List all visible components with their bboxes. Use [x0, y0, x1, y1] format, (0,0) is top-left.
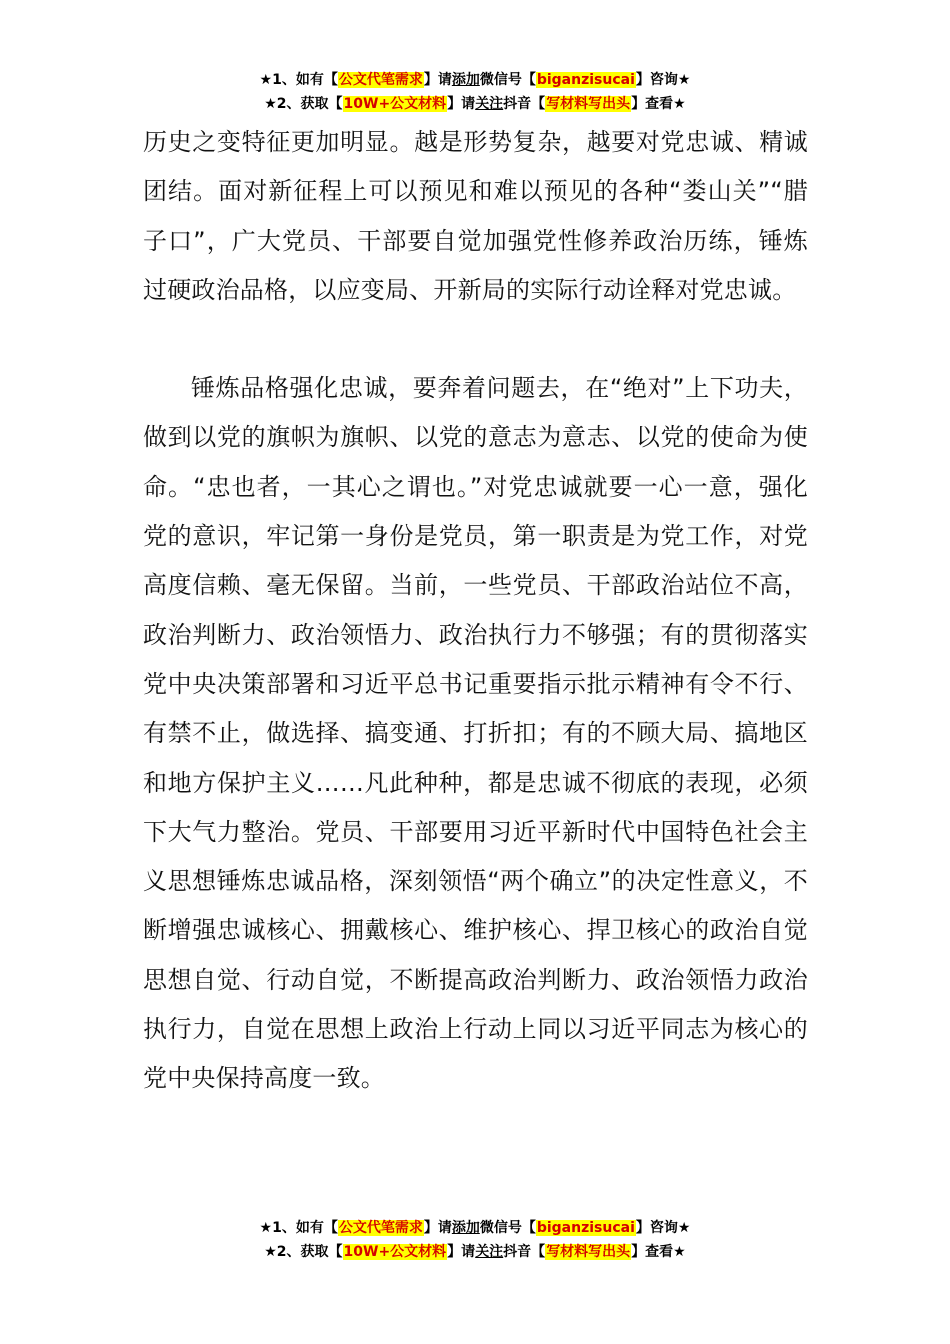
- banner-text: 】咨询★: [635, 1220, 691, 1236]
- banner-text: 抖音【: [503, 1244, 546, 1260]
- banner-underline-text: 关注: [475, 1244, 504, 1260]
- header-banner: [0, 68, 950, 116]
- highlight-materials: 10W+公文材料: [343, 1244, 447, 1260]
- banner-underline-text: 添加: [451, 1220, 480, 1236]
- banner-text: 】请: [447, 96, 476, 112]
- banner-text: ★2、获取【: [264, 1244, 343, 1260]
- document-body: [143, 118, 808, 1104]
- banner-underline-text: 关注: [475, 96, 504, 112]
- highlight-douyin-account: 写材料写出头: [546, 1244, 631, 1260]
- highlight-materials: 10W+公文材料: [343, 96, 447, 112]
- banner-text: 】请: [423, 1220, 452, 1236]
- highlight-wechat-id: biganzisucai: [536, 72, 635, 88]
- banner-line-1: [0, 68, 950, 92]
- paragraph-2: 锤炼品格强化忠诚，要奔着问题去，在“绝对”上下功夫，做到以党的旗帜为旗帜、以党的意志为意志、以党的使命为使命。“忠也者，一其心之谓也。”对党忠诚就要一心一意，强化党的意识，牢记第一身份是党员，第一职责是为党工作，对党高度信赖、毫无保留。当前，一些党员、干部政治站位不高，政治判断力、政治领悟力、政治执行力不够强；有的贯彻落实党中央决策部署和习近平总书记重要指示批示精神有令不行、有禁不止，做选择、搞变通、打折扣；有的不顾大局、搞地区和地方保护主义……凡此种种，都是忠诚不彻底的表现，必须下大气力整治。党员、干部要用习近平新时代中国特色社会主义思想锤炼忠诚品格，深刻领悟“两个确立”的决定性意义，不断增强忠诚核心、拥戴核心、维护核心、捍卫核心的政治自觉思想自觉、行动自觉，不断提高政治判断力、政治领悟力政治执行力，自觉在思想上政治上行动上同以习近平同志为核心的党中央保持高度一致。: [143, 374, 808, 1093]
- banner-text: 抖音【: [503, 96, 546, 112]
- banner-underline-text: 添加: [451, 72, 480, 88]
- banner-text: 】咨询★: [635, 72, 691, 88]
- banner-text: ★1、如有【: [259, 1220, 338, 1236]
- banner-text: ★2、获取【: [264, 96, 343, 112]
- paragraph-1: 历史之变特征更加明显。越是形势复杂，越要对党忠诚、精诚团结。面对新征程上可以预见和难以预见的各种“娄山关”“腊子口”，广大党员、干部要自觉加强党性修养政治历练，锤炼过硬政治品格，以应变局、开新局的实际行动诠释对党忠诚。: [143, 128, 808, 304]
- highlight-service: 公文代笔需求: [338, 72, 423, 88]
- banner-text: 】查看★: [631, 96, 686, 112]
- highlight-service: 公文代笔需求: [338, 1220, 423, 1236]
- banner-line-2: [0, 92, 950, 116]
- footer-banner: [0, 1216, 950, 1264]
- banner-text: 微信号【: [479, 1220, 536, 1236]
- banner-text: 】请: [423, 72, 452, 88]
- banner-text: ★1、如有【: [259, 72, 338, 88]
- banner-line-1: [0, 1216, 950, 1240]
- banner-text: 微信号【: [479, 72, 536, 88]
- banner-line-2: [0, 1240, 950, 1264]
- highlight-douyin-account: 写材料写出头: [546, 96, 631, 112]
- highlight-wechat-id: biganzisucai: [536, 1220, 635, 1236]
- banner-text: 】请: [447, 1244, 476, 1260]
- banner-text: 】查看★: [631, 1244, 686, 1260]
